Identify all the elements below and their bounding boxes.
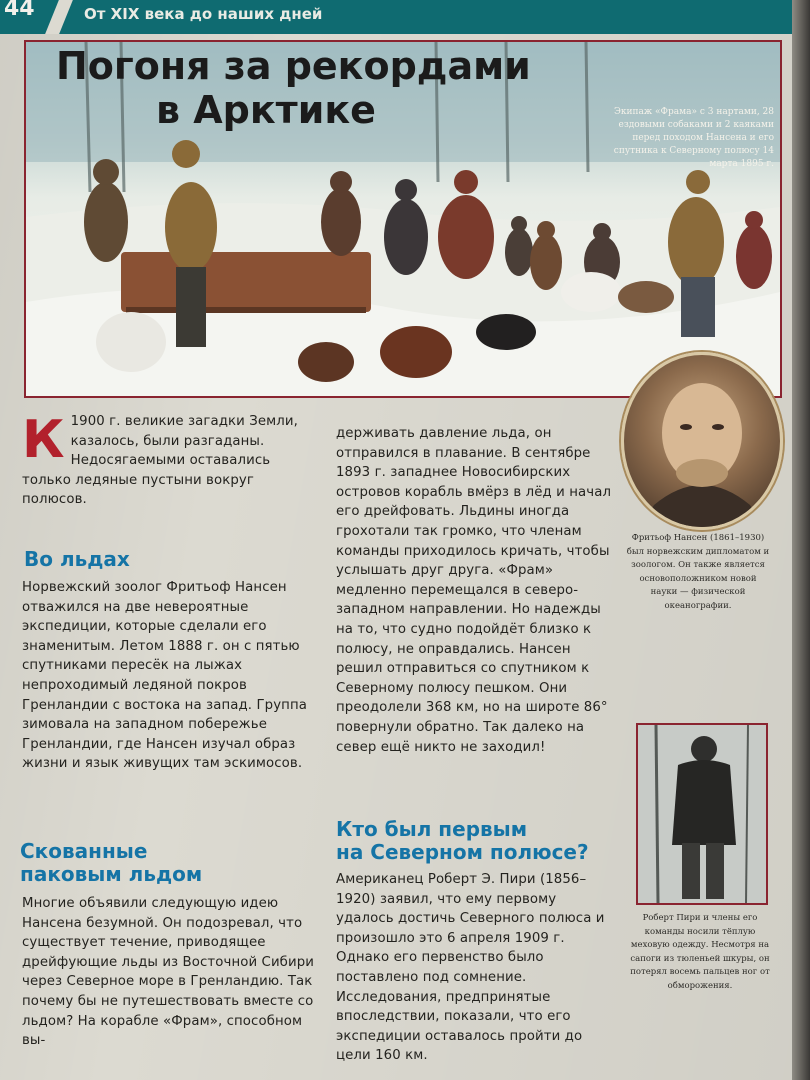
peary-caption: Роберт Пири и члены его команды носили тёплую меховую одежду. Несмотря на сапоги из тюленьей шкуры, он потерял восемь пальцев ног от обморожения. xyxy=(630,913,770,991)
nansen-face-image xyxy=(624,355,780,527)
header-bar xyxy=(0,0,792,34)
dropcap: К xyxy=(22,410,65,470)
portrait-caption: Фритьоф Нансен (1861–1930) был норвежским дипломатом и зоологом. Он также является основоположником новой науки — физической океанографии. xyxy=(626,533,770,611)
article-title xyxy=(56,44,531,132)
section-title: От XIX века до наших дней xyxy=(84,5,323,23)
peary-figure-image xyxy=(638,725,766,903)
section1-text: Норвежский зоолог Фритьоф Нансен отважился на две невероятные экспедиции, которые сделали его знаменитым. Летом 1888 г. он с пятью спутниками пересёк на лыжах непроходимый ледяной покров Гренландии с востока на запад. Группа зимовала на западном побережье Гренландии, где Нансен изучал образ жизни и язык живущих там эскимосов. xyxy=(22,580,308,772)
section2-text: Многие объявили следующую идею Нансена безумной. Он подозревал, что существует течение, приводящее дрейфующие льды из Восточной Сибири через Северное море в Гренландию. Так почему бы не путешествовать вместе со льдом? На корабле «Фрам», способном вы- xyxy=(22,896,315,1049)
section3-text: Американец Роберт Э. Пири (1856–1920) заявил, что ему первому удалось достичь Северного полюса и произошло это 6 апреля 1909 г. Однако его первенство было поставлено под сомнение. Исследования, предпринятые впоследствии, показали, что его экспедиции оставалось пройти до цели 160 км. xyxy=(336,872,605,1064)
nansen-portrait xyxy=(621,352,783,530)
heading-kto-line-2: на Северном полюсе? xyxy=(336,840,589,864)
heading-kto-byl-pervym xyxy=(336,818,589,864)
section2-continued-text: держивать давление льда, он отправился в плавание. В сентябре 1893 г. западнее Новосибирских островов корабль вмёрз в лёд и начал его дрейфовать. Льдины иногда грохотали так громко, что членам команды приходилось кричать, чтобы услышать друг друга. «Фрам» медленно перемещался в северо-западном направлении. Но надежды на то, что судно подойдёт близко к полюсу, не оправдались. Нансен решил отправиться со спутником к Северному полюсу пешком. Они преодолели 368 км, но на широте 86° повернули обратно. Так далеко на север ещё никто не заходил! xyxy=(336,426,612,755)
heading-skovannye xyxy=(20,840,202,886)
heading-kto-line-1: Кто был первым xyxy=(336,817,528,841)
heading-vo-ldah: Во льдах xyxy=(24,547,130,571)
page-number: 44 xyxy=(4,0,35,21)
page-edge xyxy=(792,0,810,1080)
title-line-1: Погоня за рекордами xyxy=(56,44,531,88)
intro-paragraph xyxy=(22,412,322,510)
photo-caption: Экипаж «Фрама» с 3 нартами, 28 ездовыми собаками и 2 каяками перед походом Нансена и его спутника к Северному полюсу 14 марта 1895 г. xyxy=(613,107,774,169)
heading-skovannye-line-2: паковым льдом xyxy=(20,862,203,886)
intro-text: 1900 г. великие загадки Земли, казалось, были разгаданы. Недосягаемыми оставались только ледяные пустыни вокруг полюсов. xyxy=(22,414,298,508)
title-line-2: в Арктике xyxy=(156,88,376,132)
heading-skovannye-line-1: Скованные xyxy=(20,839,148,863)
peary-photo xyxy=(636,723,768,905)
